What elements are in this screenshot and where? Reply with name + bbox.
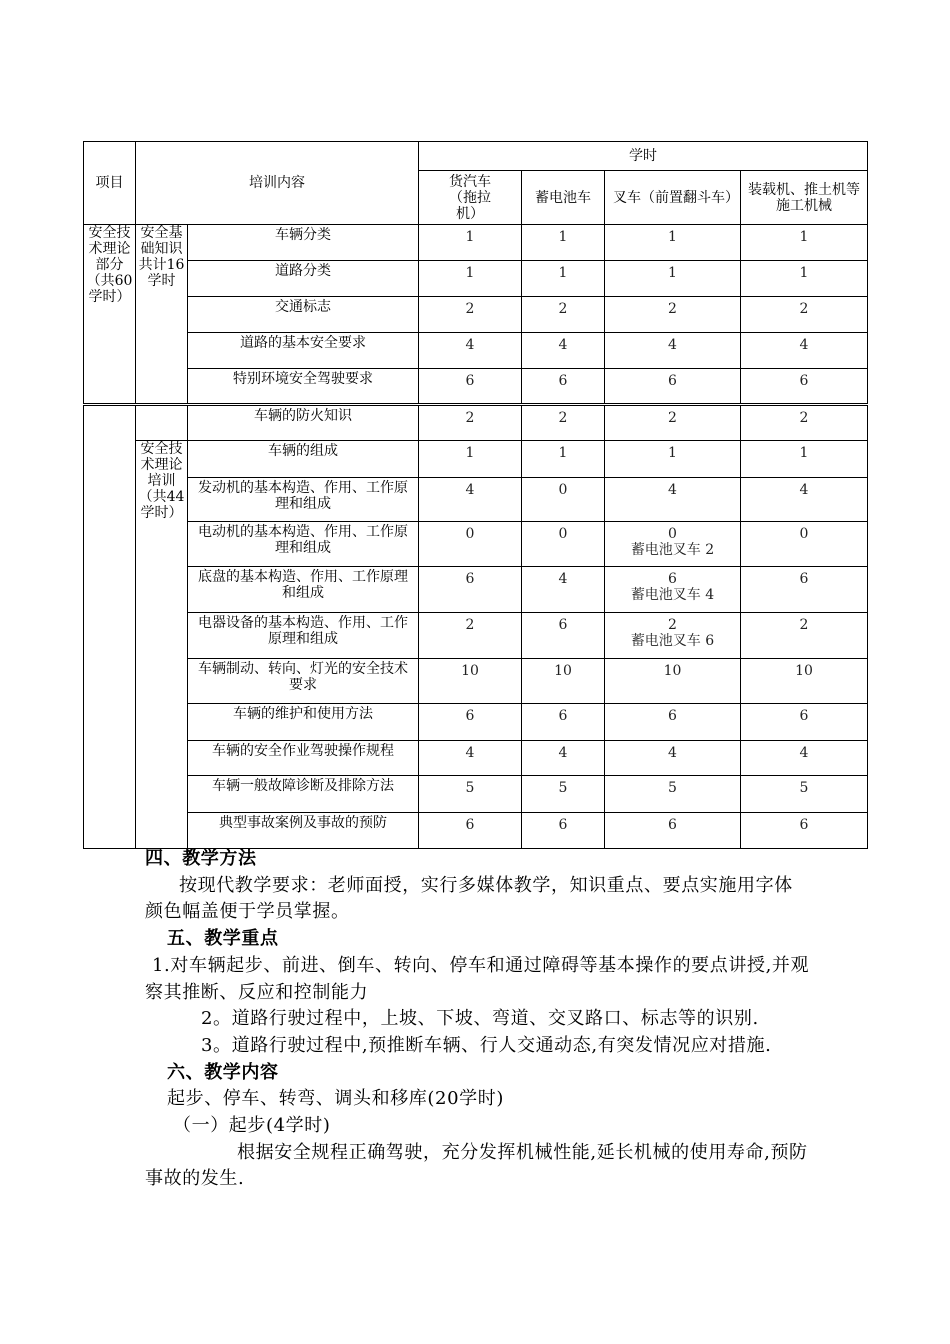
- table-cell: 0: [419, 522, 522, 567]
- table-cell: 4: [605, 741, 741, 776]
- table-cell: 5: [605, 776, 741, 813]
- table-row-topic: 车辆一般故障诊断及排除方法: [188, 776, 419, 813]
- table-cell: 2: [741, 405, 868, 441]
- group-label-theory: 安全技术理论培训（共44学时）: [136, 441, 188, 849]
- table-cell: 6: [522, 813, 605, 849]
- table-cell: 10: [605, 659, 741, 704]
- table-cell: 6: [605, 704, 741, 741]
- focus-item-2: 2。道路行驶过程中，上坡、下坡、弯道、交叉路口、标志等的识别.: [201, 1008, 759, 1030]
- table-cell: 2: [605, 405, 741, 441]
- table-cell: 6: [605, 813, 741, 849]
- section-title-content: 六、教学内容: [167, 1061, 279, 1083]
- focus-item-1: 1.对车辆起步、前进、倒车、转向、停车和通过障碍等基本操作的要点讲授,并观察其推断、反应和控制能力: [145, 954, 810, 1003]
- table-cell: 0: [668, 526, 677, 542]
- table-cell: 0: [522, 478, 605, 522]
- table-row-topic: 电动机的基本构造、作用、工作原理和组成: [188, 522, 419, 567]
- table-cell: 2: [419, 405, 522, 441]
- table-cell: 6: [741, 813, 868, 849]
- table-cell: 2: [419, 613, 522, 659]
- table-row-topic: 车辆的防火知识: [188, 405, 419, 441]
- table-cell-with-note: [605, 567, 741, 613]
- table-row-topic: 道路分类: [188, 261, 419, 297]
- cell-note: 蓄电池叉车 2: [630, 542, 715, 558]
- table-row-topic: 车辆的组成: [188, 441, 419, 478]
- header-vehicle-battery: 蓄电池车: [522, 171, 605, 225]
- table-cell: 1: [419, 261, 522, 297]
- table-cell: 4: [605, 333, 741, 369]
- method-paragraph: 按现代教学要求：老师面授，实行多媒体教学，知识重点、要点实施用字体颜色幅盖便于学员掌握。: [145, 874, 793, 923]
- table-cell: 6: [605, 369, 741, 405]
- table-cell: 1: [741, 225, 868, 261]
- document-body: [145, 846, 810, 1193]
- table-cell: 2: [419, 297, 522, 333]
- content-subtitle: 起步、停车、转弯、调头和移库(20学时): [167, 1088, 504, 1110]
- header-project: 项目: [84, 142, 136, 225]
- table-cell: 4: [741, 333, 868, 369]
- table-cell: 6: [522, 613, 605, 659]
- table-cell: 4: [522, 567, 605, 613]
- table-cell: 5: [419, 776, 522, 813]
- cell-note: 蓄电池叉车 4: [630, 587, 715, 603]
- table-row-topic: 车辆制动、转向、灯光的安全技术要求: [188, 659, 419, 704]
- table-cell: 2: [605, 297, 741, 333]
- table-row-topic: 特别环境安全驾驶要求: [188, 369, 419, 405]
- training-hours-table: [83, 141, 868, 849]
- table-cell: 4: [419, 333, 522, 369]
- table-cell: 6: [522, 369, 605, 405]
- table-cell: 4: [522, 333, 605, 369]
- table-row-topic: 典型事故案例及事故的预防: [188, 813, 419, 849]
- table-cell: 10: [741, 659, 868, 704]
- header-hours: 学时: [419, 142, 868, 171]
- table-cell: 6: [668, 571, 677, 587]
- table-cell-with-note: [605, 613, 741, 659]
- table-cell: 1: [741, 261, 868, 297]
- category-label: 安全技术理论部分（共60学时）: [84, 225, 136, 405]
- group-label-basics: 安全基础知识共计16学时: [136, 225, 188, 405]
- section-title-method: 四、教学方法: [145, 848, 257, 869]
- header-vehicle-machinery: 装载机、推土机等施工机械: [741, 171, 868, 225]
- table-cell: 6: [522, 704, 605, 741]
- table-row-topic: 道路的基本安全要求: [188, 333, 419, 369]
- table-cell: 4: [605, 478, 741, 522]
- header-vehicle-truck: 货汽车（拖拉机）: [419, 171, 522, 225]
- section-title-focus: 五、教学重点: [167, 928, 279, 950]
- table-cell: 1: [522, 441, 605, 478]
- table-row-topic: 交通标志: [188, 297, 419, 333]
- table-row-topic: 发动机的基本构造、作用、工作原理和组成: [188, 478, 419, 522]
- table-cell: 2: [741, 613, 868, 659]
- group-empty-cell: [136, 405, 188, 441]
- content-item-title: （一）起步(4学时): [173, 1115, 331, 1137]
- table-cell: 0: [522, 522, 605, 567]
- table-cell: 1: [522, 261, 605, 297]
- table-cell: 1: [605, 441, 741, 478]
- table-row-topic: 车辆的维护和使用方法: [188, 704, 419, 741]
- focus-item-3: 3。道路行驶过程中,预推断车辆、行人交通动态,有突发情况应对措施.: [201, 1034, 772, 1056]
- table-cell: 5: [741, 776, 868, 813]
- table-cell: 1: [419, 225, 522, 261]
- table-cell: 6: [419, 369, 522, 405]
- table-cell: 2: [741, 297, 868, 333]
- table-row-topic: 电器设备的基本构造、作用、工作原理和组成: [188, 613, 419, 659]
- table-cell: 2: [668, 617, 677, 633]
- table-cell: 6: [419, 813, 522, 849]
- table-cell: 2: [522, 405, 605, 441]
- table-cell: 6: [741, 567, 868, 613]
- header-vehicle-forklift: 叉车（前置翻斗车）: [605, 171, 741, 225]
- table-cell: 1: [419, 441, 522, 478]
- table-row-topic: 车辆的安全作业驾驶操作规程: [188, 741, 419, 776]
- table-cell: 10: [522, 659, 605, 704]
- table-cell: 1: [522, 225, 605, 261]
- table-row-topic: 车辆分类: [188, 225, 419, 261]
- table-cell: 0: [741, 522, 868, 567]
- table-cell: 4: [741, 478, 868, 522]
- table-cell: 1: [741, 441, 868, 478]
- table-cell: 4: [419, 478, 522, 522]
- table-cell: 1: [605, 225, 741, 261]
- category-empty-cell: [84, 405, 136, 849]
- content-paragraph: 根据安全规程正确驾驶，充分发挥机械性能,延长机械的使用寿命,预防事故的发生.: [145, 1141, 808, 1190]
- table-cell: 6: [419, 704, 522, 741]
- table-cell: 2: [522, 297, 605, 333]
- table-cell: 6: [419, 567, 522, 613]
- table-row-topic: 底盘的基本构造、作用、工作原理和组成: [188, 567, 419, 613]
- table-cell: 4: [522, 741, 605, 776]
- table-cell: 5: [522, 776, 605, 813]
- table-cell: 6: [741, 369, 868, 405]
- table-cell-with-note: [605, 522, 741, 567]
- table-cell: 1: [605, 261, 741, 297]
- table-cell: 4: [419, 741, 522, 776]
- table-cell: 6: [741, 704, 868, 741]
- cell-note: 蓄电池叉车 6: [630, 633, 715, 649]
- table-cell: 4: [741, 741, 868, 776]
- table-cell: 10: [419, 659, 522, 704]
- header-content: 培训内容: [136, 142, 419, 225]
